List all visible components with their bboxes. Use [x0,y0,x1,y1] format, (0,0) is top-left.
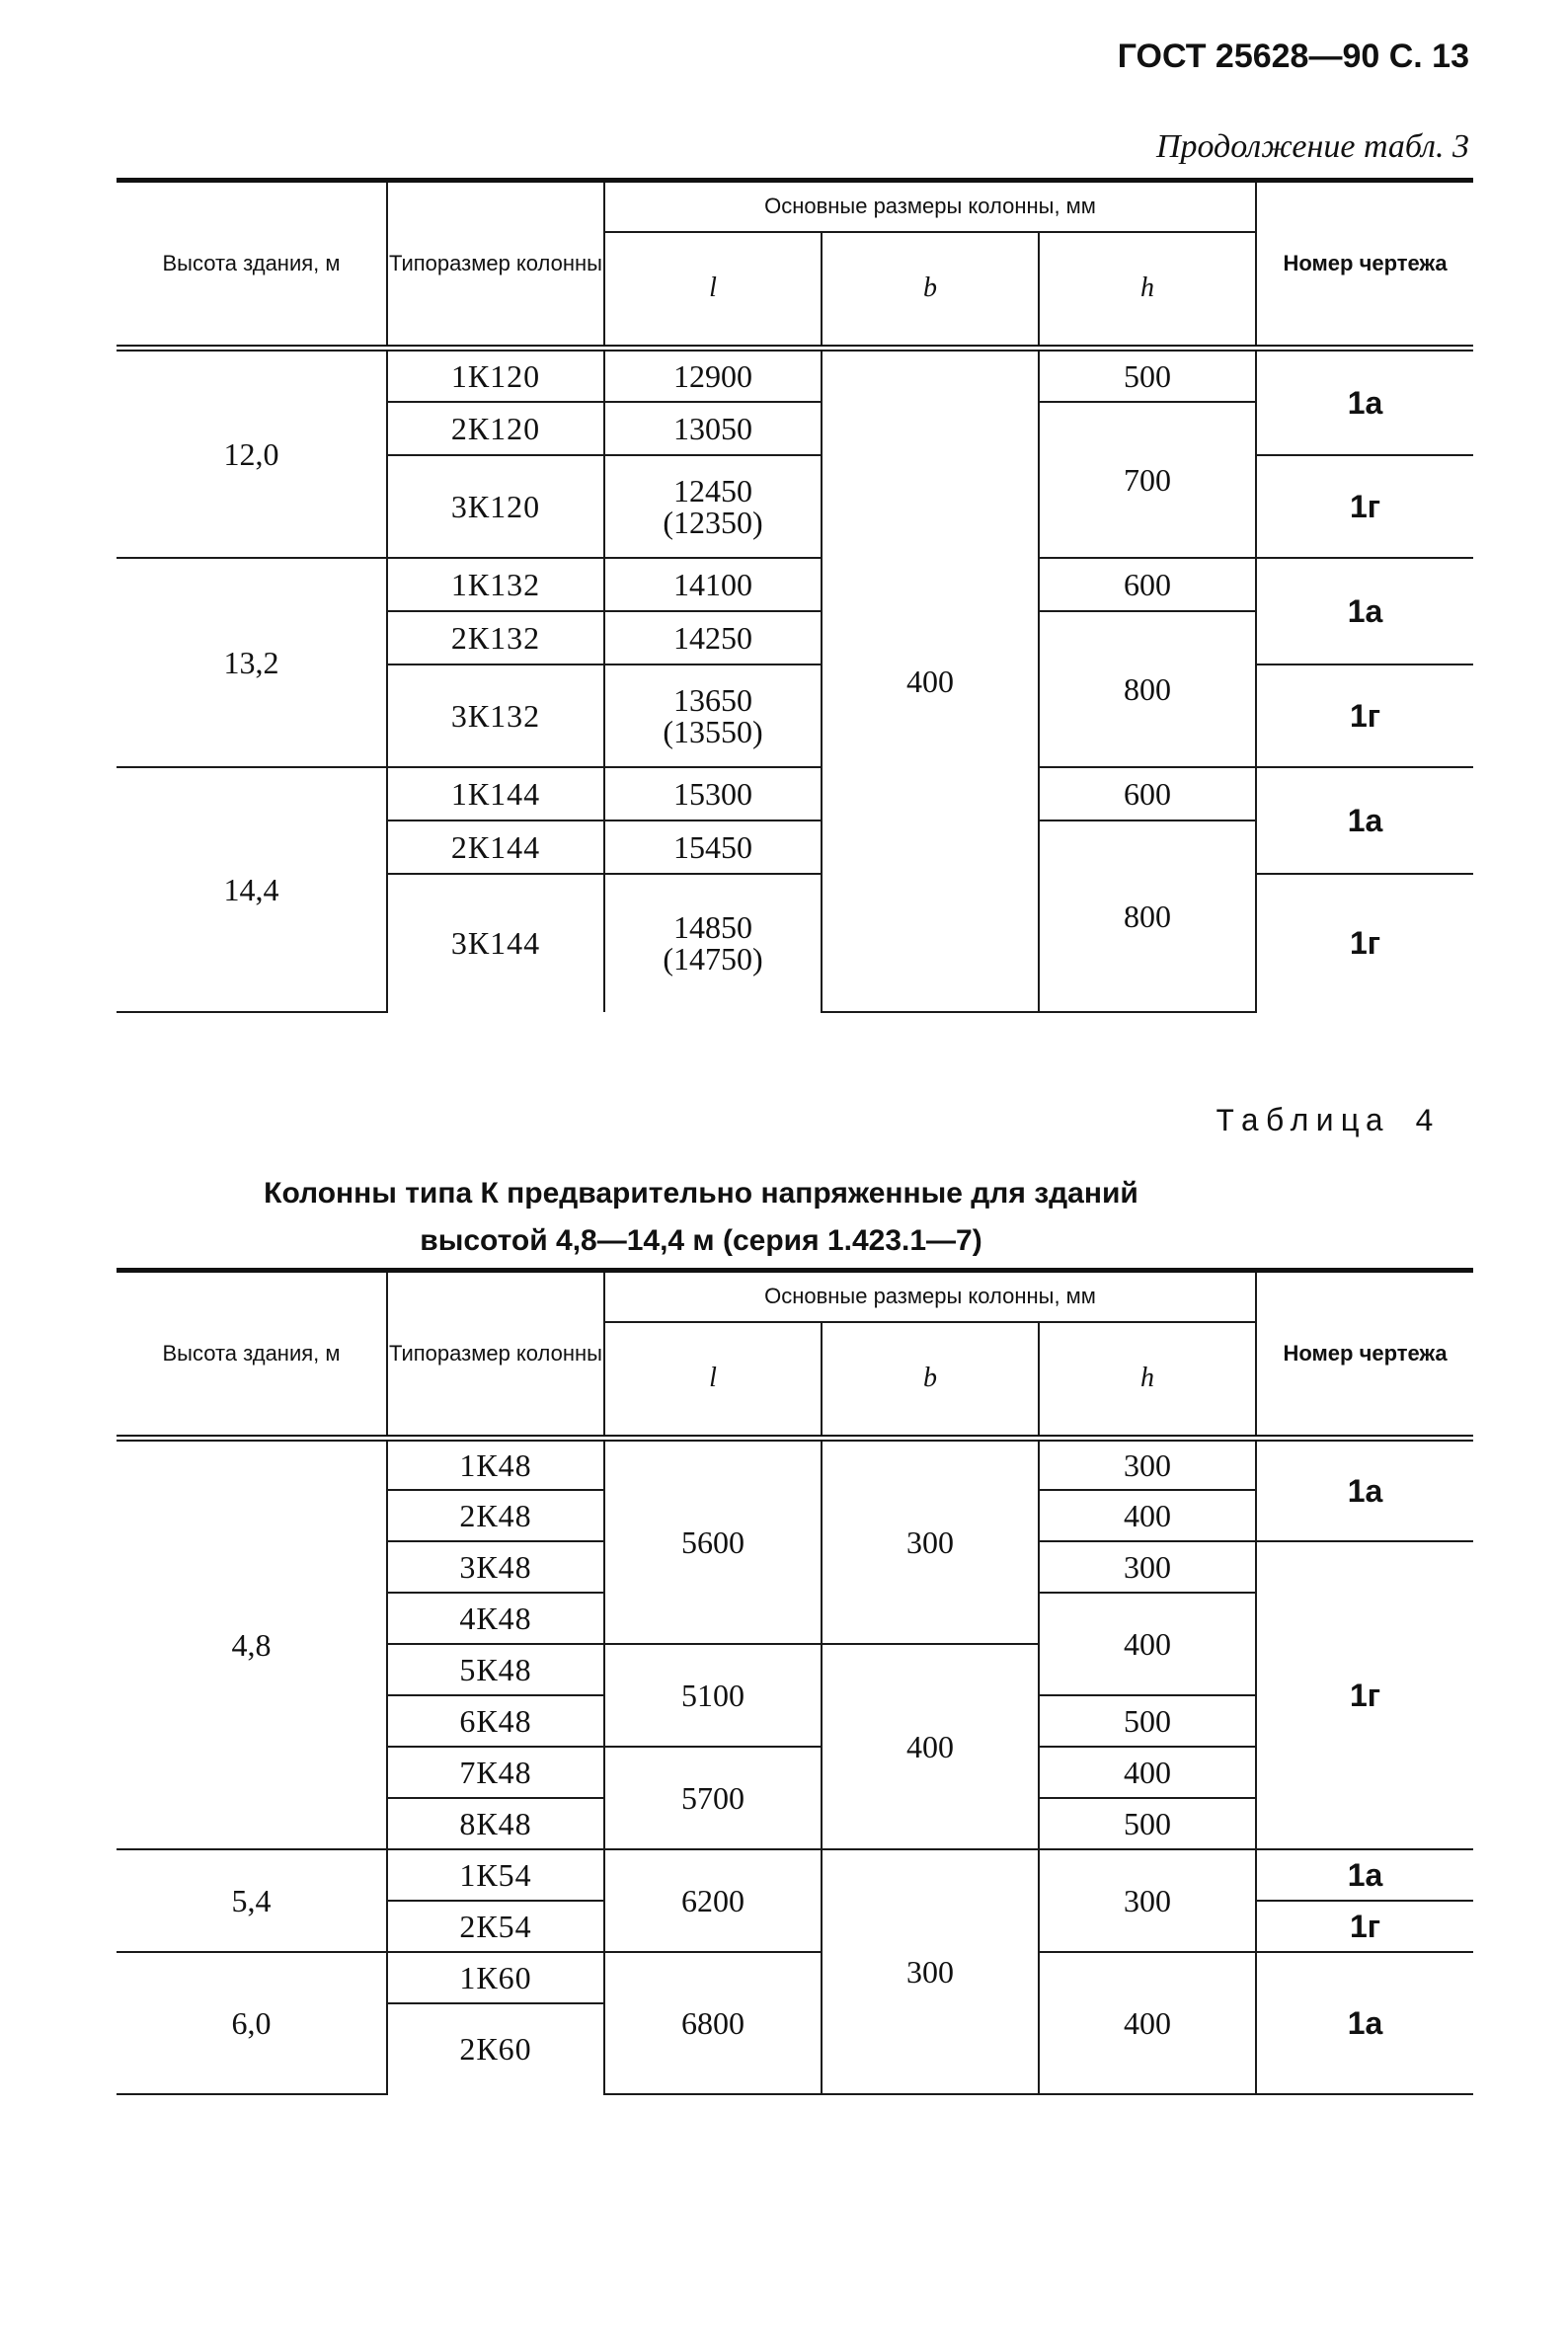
h-cell: 400 [1039,1490,1256,1541]
type-cell: 5К48 [387,1644,604,1695]
h-cell: 300 [1039,1849,1256,1952]
l-value: 13650 [673,681,752,718]
h-cell: 500 [1039,1695,1256,1747]
l-alt-value: (13550) [663,713,763,749]
l-alt-value: (14750) [663,941,763,977]
drawing-cell: 1а [1256,1849,1473,1901]
l-alt-value: (12350) [663,504,763,540]
l-cell: 13050 [604,402,822,455]
table-row [117,349,1473,402]
table-4-label: Таблица 4 [1215,1104,1440,1140]
type-cell: 4К48 [387,1593,604,1644]
h-cell: 300 [1039,1541,1256,1593]
page-header: ГОСТ 25628—90 С. 13 [1117,38,1469,75]
h-cell: 400 [1039,1593,1256,1695]
h-cell: 400 [1039,1747,1256,1798]
drawing-cell: 1г [1256,664,1473,767]
l-value: 14850 [673,909,752,945]
l-cell [604,455,822,558]
col-header-l: l [604,232,822,349]
l-cell: 15450 [604,820,822,874]
table-4 [117,1268,1473,2095]
col-header-dims: Основные размеры колонны, мм [604,1271,1256,1322]
type-cell: 1К120 [387,349,604,402]
col-header-b: b [822,232,1039,349]
table-row [117,1439,1473,1490]
table-row [117,1952,1473,2003]
h-cell: 800 [1039,820,1256,1012]
height-cell: 6,0 [117,1952,387,2094]
type-cell: 2К144 [387,820,604,874]
type-cell: 2К120 [387,402,604,455]
drawing-cell: 1а [1256,349,1473,455]
drawing-cell: 1г [1256,874,1473,1012]
l-cell: 14250 [604,611,822,664]
drawing-cell: 1г [1256,1541,1473,1849]
height-cell: 5,4 [117,1849,387,1952]
type-cell: 6К48 [387,1695,604,1747]
type-cell: 3К132 [387,664,604,767]
col-header-l: l [604,1322,822,1439]
h-cell: 500 [1039,1798,1256,1849]
h-cell: 700 [1039,402,1256,558]
h-cell: 400 [1039,1952,1256,2094]
type-cell: 1К48 [387,1439,604,1490]
table-continuation-label: Продолжение табл. 3 [1155,128,1469,165]
l-cell: 14100 [604,558,822,611]
l-cell: 12900 [604,349,822,402]
l-cell: 5600 [604,1439,822,1644]
l-cell: 5700 [604,1747,822,1849]
col-header-b: b [822,1322,1039,1439]
l-value: 12450 [673,472,752,508]
h-cell: 800 [1039,611,1256,767]
type-cell: 3К48 [387,1541,604,1593]
table-4-title [188,1170,1215,1265]
height-cell: 13,2 [117,558,387,767]
drawing-cell: 1а [1256,1439,1473,1541]
type-cell: 1К132 [387,558,604,611]
l-cell: 15300 [604,767,822,820]
drawing-cell: 1а [1256,767,1473,874]
type-cell: 8К48 [387,1798,604,1849]
col-header-h: h [1039,1322,1256,1439]
col-header-dims: Основные размеры колонны, мм [604,181,1256,232]
b-cell: 300 [822,1849,1039,2094]
height-cell: 4,8 [117,1439,387,1849]
h-cell: 600 [1039,767,1256,820]
l-cell: 6800 [604,1952,822,2094]
type-cell: 2К48 [387,1490,604,1541]
col-header-type: Типоразмер колонны [387,181,604,349]
h-cell: 500 [1039,349,1256,402]
table-3 [117,178,1473,1013]
col-header-drawing: Номер чертежа [1256,181,1473,349]
table-4-title-line2: высотой 4,8—14,4 м (серия 1.423.1—7) [420,1224,982,1257]
col-header-drawing: Номер чертежа [1256,1271,1473,1439]
col-header-height: Высота здания, м [117,181,387,349]
col-header-height: Высота здания, м [117,1271,387,1439]
height-cell: 14,4 [117,767,387,1012]
l-cell: 5100 [604,1644,822,1747]
height-cell: 12,0 [117,349,387,558]
h-cell: 600 [1039,558,1256,611]
drawing-cell: 1г [1256,1901,1473,1952]
b-cell: 300 [822,1439,1039,1644]
type-cell: 7К48 [387,1747,604,1798]
type-cell: 1К60 [387,1952,604,2003]
type-cell: 2К60 [387,2003,604,2094]
l-cell: 6200 [604,1849,822,1952]
table-row [117,1849,1473,1901]
h-cell: 300 [1039,1439,1256,1490]
type-cell: 2К54 [387,1901,604,1952]
col-header-type: Типоразмер колонны [387,1271,604,1439]
l-cell [604,874,822,1012]
drawing-cell: 1а [1256,1952,1473,2094]
type-cell: 3К144 [387,874,604,1012]
col-header-h: h [1039,232,1256,349]
drawing-cell: 1а [1256,558,1473,664]
table-4-title-line1: Колонны типа К предварительно напряженные для зданий [264,1177,1138,1210]
type-cell: 1К144 [387,767,604,820]
l-cell [604,664,822,767]
type-cell: 2К132 [387,611,604,664]
drawing-cell: 1г [1256,455,1473,558]
table-row [117,767,1473,820]
table-row [117,558,1473,611]
b-cell: 400 [822,1644,1039,1849]
b-cell: 400 [822,349,1039,1012]
type-cell: 3К120 [387,455,604,558]
type-cell: 1К54 [387,1849,604,1901]
